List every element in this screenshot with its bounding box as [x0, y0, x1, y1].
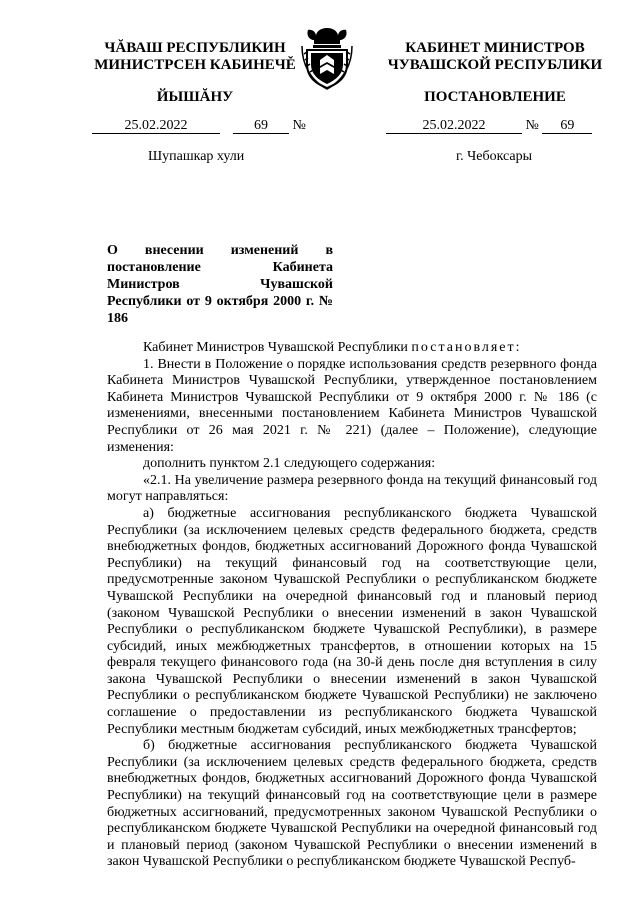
header-right-line2: ЧУВАШСКОЙ РЕСПУБЛИКИ: [387, 57, 603, 73]
number-sign-left: №: [292, 118, 306, 133]
header-right: [380, 40, 610, 74]
number-sign-right: №: [525, 118, 539, 133]
number-right: 69: [542, 118, 592, 134]
body-intro: [107, 340, 597, 357]
date-right: 25.02.2022: [386, 118, 522, 134]
header-right-line1: КАБИНЕТ МИНИСТРОВ: [405, 40, 585, 56]
header-right-title: ПОСТАНОВЛЕНИЕ: [424, 89, 566, 105]
body-paragraph-1: 1. Внести в Положение о порядке использования средств резервного фонда Кабинета Министров Чувашской Республики, утвержденное постановлением Кабинета Министров Чувашской Республики от 9 октября 2000 г. № 186 (с изменениями, внесенными постановлением Кабинета Министров Чувашской Республики от 26 мая 2021 г. № 221) (далее – Положение), следующие изменения:: [107, 356, 597, 455]
header-left-line2: МИНИСТРСЕН КАБИНЕЧĚ: [94, 57, 296, 73]
number-left: 69: [233, 118, 289, 134]
header-left-line1: ЧĂВАШ РЕСПУБЛИКИН: [104, 40, 286, 56]
body-paragraph-2: дополнить пунктом 2.1 следующего содержания:: [143, 456, 436, 472]
body-paragraph-5: б) бюджетные ассигнования республиканского бюджета Чувашской Республики (за исключением целевых средств федерального бюджета, средств внебюджетных фондов, бюджетных ассигнований Дорожного фонда Чувашской Республики) на текущий финансовый год на соответствующие цели в размере бюджетных ассигнований, предусмотренных законом Чувашской Республики о республиканском бюджете Чувашской Республики на очередной финансовый год и плановый период (законом Чувашской Республики о внесении изменений в закон Чувашской Республики о республиканском бюджете Чувашской Респуб-: [107, 738, 597, 870]
header-left: [80, 40, 310, 74]
city-right: г. Чебоксары: [456, 149, 533, 164]
date-left: 25.02.2022: [92, 118, 220, 134]
intro-text: Кабинет Министров Чувашской Республики: [143, 340, 412, 355]
document-body: [107, 340, 597, 871]
chuvash-emblem-icon: [300, 24, 354, 90]
dateline-right: [386, 118, 606, 136]
document-subject: О внесении изменений в постановление Кабинета Министров Чувашской Республики от 9 октября 2000 г. № 186: [107, 243, 333, 326]
header-left-title: ЙЫШĂНУ: [156, 89, 234, 105]
intro-decree-word: постановляет:: [411, 340, 522, 355]
body-paragraph-4: а) бюджетные ассигнования республиканского бюджета Чувашской Республики (за исключением целевых средств федерального бюджета, средств внебюджетных фондов, бюджетных ассигнований Дорожного фонда Чувашской Республики) на текущий финансовый год на соответствующие цели, предусмотренные законом Чувашской Республики о республиканском бюджете Чувашской Республики на очередной финансовый год и плановый период (законом Чувашской Республики о внесении изменений в закон Чувашской Республики о республиканском бюджете Чувашской Республики), в размере субсидий, иных межбюджетных трансфертов, в отношении которых на 15 февраля текущего финансового года (на 30-й день после дня вступления в силу закона Чувашской Республики о внесении изменений в закон Чувашской Республики о республиканском бюджете Чувашской Республики) не заключено соглашение о предоставлении из республиканского бюджета Чувашской Республики местным бюджетам субсидий, иных межбюджетных трансфертов;: [107, 505, 597, 737]
body-paragraph-3: «2.1. На увеличение размера резервного фонда на текущий финансовый год могут направляться:: [107, 472, 597, 505]
city-left: Шупашкар хули: [148, 149, 245, 164]
dateline-left: [92, 118, 312, 136]
